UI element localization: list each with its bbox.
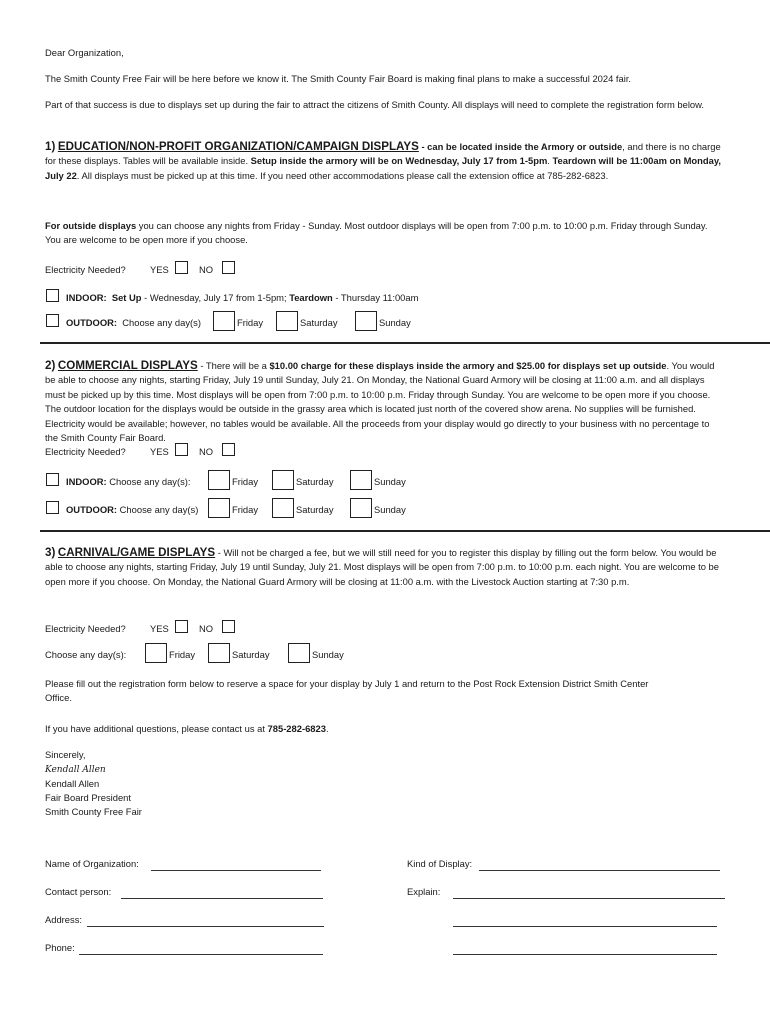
section1-outside-paragraph: For outside displays you can choose any nights from Friday - Sunday. Most outdoor displays will be open from 7:00 p.m. to 10:00 p.m. Friday through Sunday. You are welcome to be open more if you choose. xyxy=(45,220,708,246)
section1-yes-checkbox[interactable] xyxy=(175,261,188,274)
section2-number: 2) xyxy=(45,359,56,372)
section1-sunday-checkbox[interactable] xyxy=(355,311,377,331)
saturday-label: Saturday xyxy=(300,317,338,328)
section2-indoor-checkbox[interactable] xyxy=(46,473,59,486)
friday-label: Friday xyxy=(232,504,259,515)
section2-paragraph: 2) COMMERCIAL DISPLAYS - There will be a $10.00 charge for these displays inside the armory and $25.00 for displays set up outside. You would be able to choose any nights, starting Friday, July 19 until Sunday, July 21. On Monday, the National Guard Armory will be closing at 11:00 a.m. and all displays must be picked up by this time. Most displays will be open from 7:00 p.m. to 10:00 p.m. Friday through Sunday. You are welcome to be open more if you choose. The outdoor location for the displays would be outside in the grassy area which is located just north of the covered show arena. No supplies will be furnished. Electricity would be available; however, no tables would be available. All the proceeds from your display would go directly to your business with no percentage to the Smith County Fair Board. xyxy=(45,359,715,444)
indoor-text: INDOOR: Set Up - Wednesday, July 17 from 1-5pm; Teardown - Thursday 11:00am xyxy=(66,292,419,303)
sunday-label: Sunday xyxy=(312,649,344,660)
contact-phone: 785-282-6823 xyxy=(267,723,326,734)
section1-paragraph: 1) EDUCATION/NON-PROFIT ORGANIZATION/CAMPAIGN DISPLAYS - can be located inside the Armory or outside, and there is no charge for these displays. Tables will be available inside. Setup inside the armory will be on Wednesday, July 17 from 1-5pm. Teardown will be 11:00am on Monday, July 22. All displays must be picked up at this time. If you need other accommodations please call the extension office at 785-282-6823. xyxy=(45,140,721,181)
yes-label: YES xyxy=(150,264,169,275)
address-field[interactable] xyxy=(87,925,324,927)
form-row-1 xyxy=(45,852,725,872)
yes-label: YES xyxy=(150,623,169,634)
sincerely: Sincerely, xyxy=(45,749,86,760)
phone-field[interactable] xyxy=(79,953,323,955)
saturday-label: Saturday xyxy=(296,476,334,487)
section3-no-checkbox[interactable] xyxy=(222,620,235,633)
no-label: NO xyxy=(199,623,214,634)
signature: Kendall Allen xyxy=(45,765,106,775)
sunday-label: Sunday xyxy=(374,476,406,487)
form-row-3 xyxy=(45,908,725,928)
sunday-label: Sunday xyxy=(379,317,411,328)
fill-out-paragraph: Please fill out the registration form below to reserve a space for your display by July 1 and return to the Post Rock Extension District Smith Center Office. xyxy=(45,678,649,704)
outdoor-text: OUTDOOR: Choose any day(s) xyxy=(66,317,201,328)
section3-friday-checkbox[interactable] xyxy=(145,643,167,663)
contact-label: Contact person: xyxy=(45,886,112,897)
outdoor-text: OUTDOOR: Choose any day(s) xyxy=(66,504,199,515)
indoor-text: INDOOR: Choose any day(s): xyxy=(66,476,191,487)
electricity-label: Electricity Needed? xyxy=(45,623,126,634)
section1-heading: EDUCATION/NON-PROFIT ORGANIZATION/CAMPAIGN DISPLAYS xyxy=(57,140,419,153)
signer-name: Kendall Allen xyxy=(45,778,100,789)
explain-field-3[interactable] xyxy=(453,953,717,955)
explain-label: Explain: xyxy=(407,886,441,897)
explain-field[interactable] xyxy=(453,897,725,899)
intro-paragraph: The Smith County Free Fair will be here before we know it. The Smith County Fair Board is making final plans to make a successful 2024 fair. xyxy=(45,73,632,84)
section2-heading: COMMERCIAL DISPLAYS xyxy=(57,359,198,372)
choose-days-label: Choose any day(s): xyxy=(45,649,127,660)
section3-saturday-checkbox[interactable] xyxy=(208,643,230,663)
section3-number: 3) xyxy=(45,546,56,559)
contact-field[interactable] xyxy=(121,897,323,899)
section1-outdoor-checkbox[interactable] xyxy=(46,314,59,327)
section2-indoor-friday-checkbox[interactable] xyxy=(208,470,230,490)
explain-field-2[interactable] xyxy=(453,925,717,927)
section1-number: 1) xyxy=(45,140,56,153)
section2-no-checkbox[interactable] xyxy=(222,443,235,456)
section3-heading: CARNIVAL/GAME DISPLAYS xyxy=(57,546,216,559)
section2-outdoor-saturday-checkbox[interactable] xyxy=(272,498,294,518)
section3-paragraph: 3) CARNIVAL/GAME DISPLAYS - Will not be charged a fee, but we will still need for you to register this display by filling out the form below. You would be able to choose any nights, starting Friday, July 19 until Sunday, July 21. Most displays will be open from 7:00 p.m. to 10:00 p.m. each night. You are welcome to be open more if you choose. On Monday, the National Guard Armory will be closing at 11:00 a.m. with the Livestock Auction starting at 7:30 p.m. xyxy=(45,546,719,587)
friday-label: Friday xyxy=(237,317,264,328)
form-row-2 xyxy=(45,880,725,900)
yes-label: YES xyxy=(150,446,169,457)
greeting: Dear Organization, xyxy=(45,47,124,58)
sunday-label: Sunday xyxy=(374,504,406,515)
no-label: NO xyxy=(199,264,214,275)
section3-yes-checkbox[interactable] xyxy=(175,620,188,633)
section2-outdoor-checkbox[interactable] xyxy=(46,501,59,514)
address-label: Address: xyxy=(45,914,82,925)
section1-indoor-checkbox[interactable] xyxy=(46,289,59,302)
signer-org: Smith County Free Fair xyxy=(45,806,142,817)
section-divider xyxy=(40,530,770,532)
section2-indoor-sunday-checkbox[interactable] xyxy=(350,470,372,490)
section1-saturday-checkbox[interactable] xyxy=(276,311,298,331)
form-row-4 xyxy=(45,936,725,956)
saturday-label: Saturday xyxy=(296,504,334,515)
saturday-label: Saturday xyxy=(232,649,270,660)
section3-sunday-checkbox[interactable] xyxy=(288,643,310,663)
signer-title: Fair Board President xyxy=(45,792,131,803)
section1-no-checkbox[interactable] xyxy=(222,261,235,274)
questions-paragraph: If you have additional questions, please contact us at 785-282-6823. xyxy=(45,723,329,734)
org-name-field[interactable] xyxy=(151,869,321,871)
section2-outdoor-sunday-checkbox[interactable] xyxy=(350,498,372,518)
kind-field[interactable] xyxy=(479,869,720,871)
section2-indoor-saturday-checkbox[interactable] xyxy=(272,470,294,490)
phone-label: Phone: xyxy=(45,942,75,953)
section1-friday-checkbox[interactable] xyxy=(213,311,235,331)
electricity-label: Electricity Needed? xyxy=(45,446,126,457)
section2-outdoor-friday-checkbox[interactable] xyxy=(208,498,230,518)
section2-yes-checkbox[interactable] xyxy=(175,443,188,456)
success-paragraph: Part of that success is due to displays set up during the fair to attract the citizens of Smith County. All displays will need to complete the registration form below. xyxy=(45,99,705,110)
electricity-label: Electricity Needed? xyxy=(45,264,126,275)
no-label: NO xyxy=(199,446,214,457)
org-name-label: Name of Organization: xyxy=(45,858,139,869)
friday-label: Friday xyxy=(232,476,259,487)
kind-label: Kind of Display: xyxy=(407,858,473,869)
friday-label: Friday xyxy=(169,649,196,660)
section-divider xyxy=(40,342,770,344)
